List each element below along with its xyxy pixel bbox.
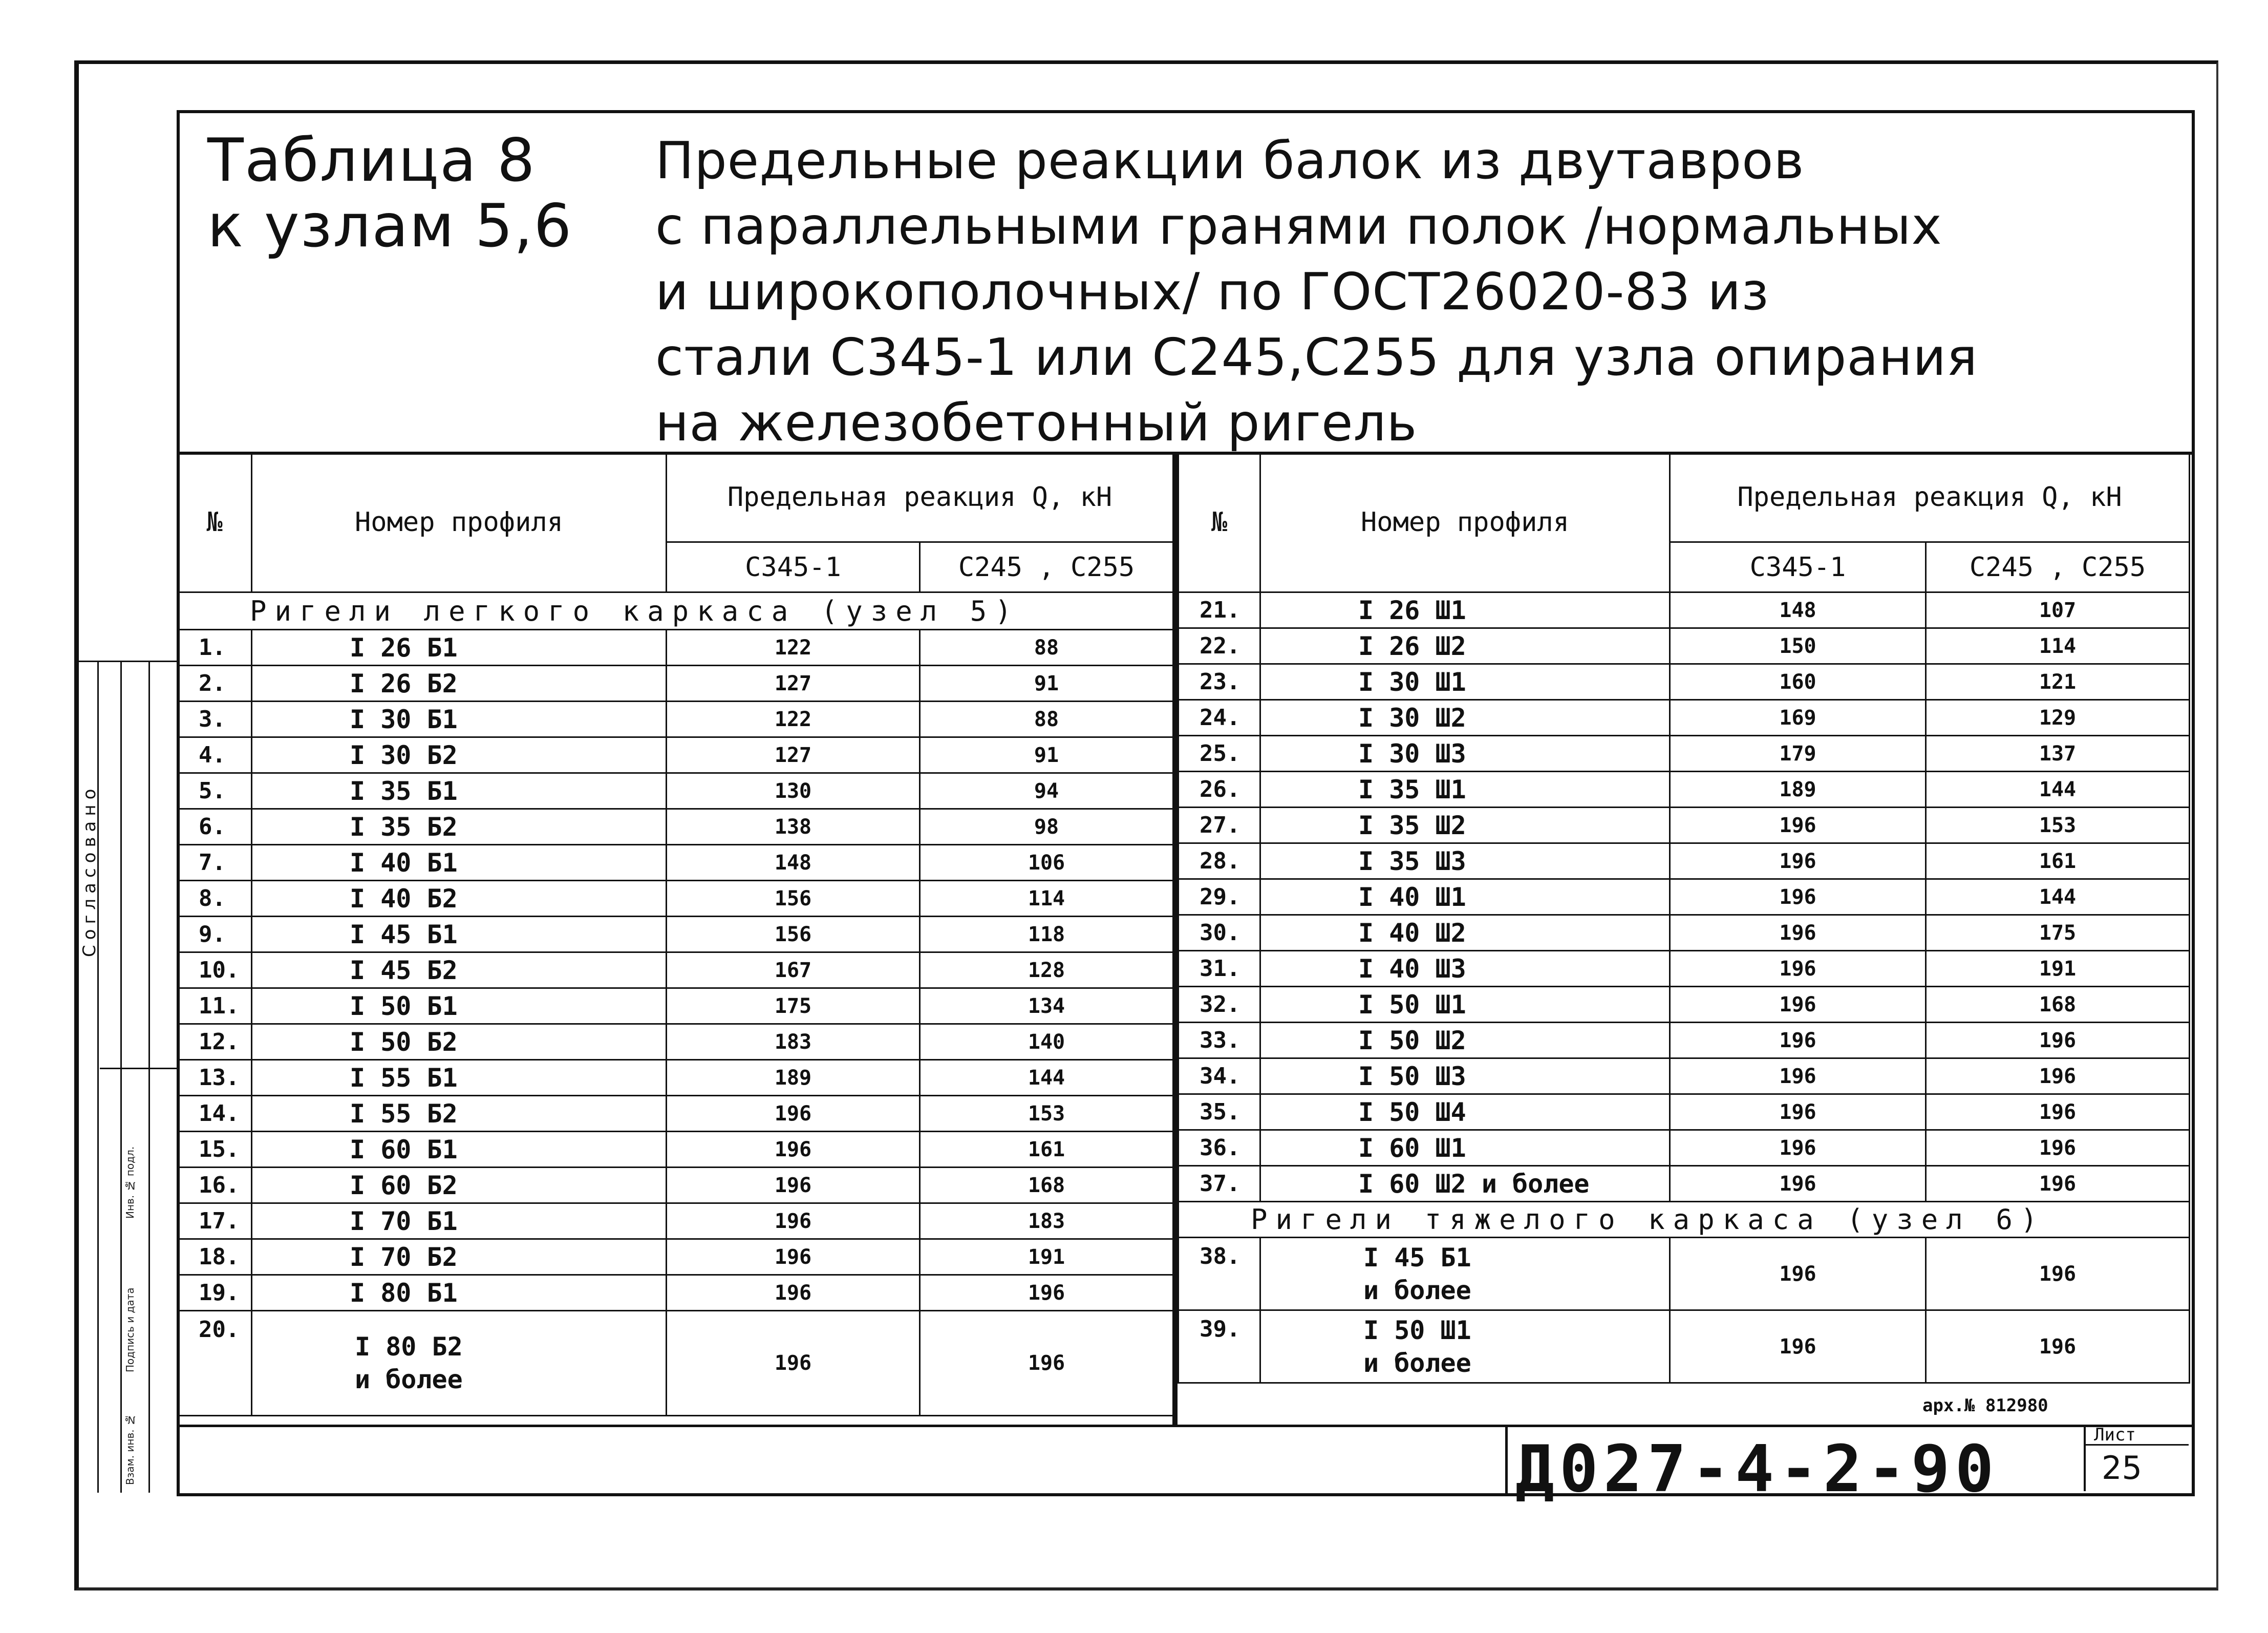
value-c245: 196 bbox=[1926, 1130, 2190, 1166]
value-c245: 161 bbox=[1926, 843, 2190, 879]
value-c345: 175 bbox=[667, 988, 920, 1024]
profile-name: I 60 Б2 bbox=[252, 1168, 667, 1203]
row-number: 3. bbox=[178, 702, 252, 737]
value-c345: 196 bbox=[1670, 1166, 1926, 1202]
profile-cell bbox=[252, 1311, 667, 1416]
archive-number: арх.№ 812980 bbox=[1922, 1395, 2048, 1416]
row-number: 19. bbox=[178, 1275, 252, 1311]
table-row bbox=[1179, 1094, 2190, 1130]
value-c345: 196 bbox=[1670, 808, 1926, 843]
profile-suffix: и более bbox=[355, 1365, 463, 1394]
table-row bbox=[178, 917, 1173, 952]
value-c345: 196 bbox=[667, 1168, 920, 1203]
profile-name: I 50 Ш1 bbox=[1260, 987, 1670, 1023]
value-c245: 183 bbox=[920, 1203, 1173, 1239]
table-title-line-1: Таблица 8 bbox=[207, 126, 536, 195]
row-number: 27. bbox=[1179, 808, 1260, 843]
profile-cell bbox=[1260, 1310, 1670, 1383]
row-number: 4. bbox=[178, 737, 252, 773]
section-light-frame: Ригели легкого каркаса (узел 5) bbox=[178, 592, 1173, 630]
col-header-c245: С245 , С255 bbox=[1926, 542, 2190, 592]
table-row bbox=[1179, 987, 2190, 1023]
profile-name: I 70 Б2 bbox=[252, 1239, 667, 1275]
value-c245: 161 bbox=[920, 1132, 1173, 1168]
table-row bbox=[178, 1060, 1173, 1096]
value-c245: 196 bbox=[1926, 1166, 2190, 1202]
table-row bbox=[178, 1168, 1173, 1203]
row-number: 31. bbox=[1179, 951, 1260, 987]
row-number: 32. bbox=[1179, 987, 1260, 1023]
value-c245: 114 bbox=[1926, 628, 2190, 664]
profile-suffix: и более bbox=[1363, 1275, 1471, 1305]
profile-name: I 35 Б2 bbox=[252, 809, 667, 845]
value-c245: 191 bbox=[1926, 951, 2190, 987]
profile-name: I 35 Ш2 bbox=[1260, 808, 1670, 843]
col-header-reaction: Предельная реакция Q, кН bbox=[1670, 453, 2190, 542]
value-c245: 128 bbox=[920, 952, 1173, 988]
profile-name: I 30 Б2 bbox=[252, 737, 667, 773]
profile-name: I 30 Ш1 bbox=[1260, 664, 1670, 700]
value-c345: 169 bbox=[1670, 700, 1926, 736]
col-header-c245: С245 , С255 bbox=[920, 542, 1173, 592]
row-number: 23. bbox=[1179, 664, 1260, 700]
value-c245: 153 bbox=[1926, 808, 2190, 843]
row-number: 16. bbox=[178, 1168, 252, 1203]
strip-mid-line bbox=[100, 1068, 177, 1069]
value-c345: 196 bbox=[1670, 915, 1926, 951]
row-number: 5. bbox=[178, 773, 252, 809]
row-number: 11. bbox=[178, 988, 252, 1024]
strip-top-line bbox=[77, 661, 177, 662]
value-c345: 196 bbox=[667, 1132, 920, 1168]
row-number: 1. bbox=[178, 630, 252, 666]
table-row bbox=[178, 988, 1173, 1024]
table-row bbox=[178, 1096, 1173, 1132]
row-number: 34. bbox=[1179, 1058, 1260, 1094]
table-row bbox=[178, 1024, 1173, 1060]
table-row bbox=[178, 630, 1173, 666]
row-number: 30. bbox=[1179, 915, 1260, 951]
heading-line-3: и широкополочных/ по ГОСТ26020-83 из bbox=[655, 262, 1769, 322]
sheet-box-divider bbox=[2084, 1444, 2189, 1446]
reaction-table-left bbox=[177, 452, 1174, 1416]
value-c345: 160 bbox=[1670, 664, 1926, 700]
value-c345: 196 bbox=[1670, 1058, 1926, 1094]
profile-name: I 26 Ш2 bbox=[1260, 628, 1670, 664]
row-number: 20. bbox=[178, 1311, 252, 1416]
profile-name: I 30 Ш2 bbox=[1260, 700, 1670, 736]
col-header-profile: Номер профиля bbox=[252, 453, 667, 592]
row-number: 8. bbox=[178, 881, 252, 917]
heading-line-1: Предельные реакции балок из двутавров bbox=[655, 131, 1805, 190]
value-c345: 196 bbox=[1670, 1130, 1926, 1166]
profile-suffix: и более bbox=[1363, 1348, 1471, 1378]
value-c345: 156 bbox=[667, 881, 920, 917]
value-c345: 196 bbox=[1670, 1238, 1926, 1310]
table-row bbox=[1179, 1310, 2190, 1383]
value-c245: 140 bbox=[920, 1024, 1173, 1060]
table-center-divider bbox=[1172, 452, 1178, 1425]
value-c345: 183 bbox=[667, 1024, 920, 1060]
value-c245: 121 bbox=[1926, 664, 2190, 700]
profile-name: I 50 Ш2 bbox=[1260, 1023, 1670, 1058]
value-c345: 148 bbox=[667, 845, 920, 881]
table-row bbox=[1179, 1238, 2190, 1310]
value-c345: 148 bbox=[1670, 592, 1926, 628]
row-number: 38. bbox=[1179, 1238, 1260, 1310]
row-number: 21. bbox=[1179, 592, 1260, 628]
heading-line-5: на железобетонный ригель bbox=[655, 393, 1418, 453]
table-title-line-2: к узлам 5,6 bbox=[207, 192, 573, 261]
heading-line-2: с параллельными гранями полок /нормальных bbox=[655, 196, 1942, 256]
table-row bbox=[178, 1275, 1173, 1311]
table-row bbox=[1179, 664, 2190, 700]
value-c245: 88 bbox=[920, 702, 1173, 737]
value-c345: 196 bbox=[667, 1096, 920, 1132]
sheet-label: Лист bbox=[2094, 1425, 2136, 1445]
profile-name: I 40 Ш2 bbox=[1260, 915, 1670, 951]
row-number: 29. bbox=[1179, 879, 1260, 915]
profile-name: I 40 Б1 bbox=[252, 845, 667, 881]
reaction-table-right bbox=[1178, 452, 2190, 1384]
table-row bbox=[178, 702, 1173, 737]
table-row bbox=[178, 881, 1173, 917]
table-row bbox=[178, 737, 1173, 773]
table-title-label bbox=[207, 128, 572, 259]
row-number: 37. bbox=[1179, 1166, 1260, 1202]
table-row bbox=[178, 1132, 1173, 1168]
col-header-reaction: Предельная реакция Q, кН bbox=[667, 453, 1173, 542]
value-c345: 196 bbox=[1670, 1094, 1926, 1130]
row-number: 26. bbox=[1179, 772, 1260, 808]
col-header-c345: С345-1 bbox=[1670, 542, 1926, 592]
value-c245: 137 bbox=[1926, 736, 2190, 772]
value-c345: 122 bbox=[667, 630, 920, 666]
value-c345: 196 bbox=[1670, 1023, 1926, 1058]
value-c245: 134 bbox=[920, 988, 1173, 1024]
table-row bbox=[1179, 1023, 2190, 1058]
row-number: 9. bbox=[178, 917, 252, 952]
value-c245: 168 bbox=[1926, 987, 2190, 1023]
profile-name: I 55 Б2 bbox=[252, 1096, 667, 1132]
value-c245: 196 bbox=[1926, 1058, 2190, 1094]
col-header-profile: Номер профиля bbox=[1260, 453, 1670, 592]
col-header-c345: С345-1 bbox=[667, 542, 920, 592]
value-c245: 114 bbox=[920, 881, 1173, 917]
profile-name: I 60 Ш1 bbox=[1260, 1130, 1670, 1166]
value-c345: 189 bbox=[667, 1060, 920, 1096]
value-c245: 196 bbox=[1926, 1094, 2190, 1130]
col-header-num: № bbox=[1179, 453, 1260, 592]
profile-name: I 40 Б2 bbox=[252, 881, 667, 917]
table-row bbox=[1179, 843, 2190, 879]
row-number: 18. bbox=[178, 1239, 252, 1275]
profile-name: I 35 Б1 bbox=[252, 773, 667, 809]
agreed-stamp-label: Согласовано bbox=[79, 783, 100, 958]
value-c245: 91 bbox=[920, 666, 1173, 702]
profile-name: I 60 Ш2 и более bbox=[1260, 1166, 1670, 1202]
profile-name: I 80 Б1 bbox=[252, 1275, 667, 1311]
value-c345: 179 bbox=[1670, 736, 1926, 772]
table-row bbox=[178, 845, 1173, 881]
row-number: 12. bbox=[178, 1024, 252, 1060]
profile-name: I 50 Ш3 bbox=[1260, 1058, 1670, 1094]
table-row bbox=[178, 952, 1173, 988]
value-c245: 196 bbox=[1926, 1310, 2190, 1383]
value-c345: 196 bbox=[1670, 987, 1926, 1023]
profile-name: I 30 Ш3 bbox=[1260, 736, 1670, 772]
profile-name: I 80 Б2 bbox=[355, 1332, 463, 1362]
table-row bbox=[1179, 879, 2190, 915]
table-row bbox=[1179, 772, 2190, 808]
value-c345: 150 bbox=[1670, 628, 1926, 664]
value-c245: 144 bbox=[1926, 879, 2190, 915]
table-row bbox=[1179, 1058, 2190, 1094]
table-row bbox=[1179, 915, 2190, 951]
value-c245: 88 bbox=[920, 630, 1173, 666]
value-c345: 196 bbox=[667, 1203, 920, 1239]
heading-line-4: стали С345-1 или С245,С255 для узла опирания bbox=[655, 327, 1978, 387]
profile-name: I 35 Ш3 bbox=[1260, 843, 1670, 879]
table-heading bbox=[655, 128, 2181, 456]
value-c245: 196 bbox=[1926, 1238, 2190, 1310]
strip-divider bbox=[148, 661, 150, 1493]
table-row bbox=[1179, 700, 2190, 736]
profile-name: I 45 Б1 bbox=[1363, 1242, 1471, 1273]
row-number: 39. bbox=[1179, 1310, 1260, 1383]
stamp-label-sign: Подпись и дата bbox=[124, 1287, 136, 1372]
row-number: 22. bbox=[1179, 628, 1260, 664]
row-number: 6. bbox=[178, 809, 252, 845]
row-number: 25. bbox=[1179, 736, 1260, 772]
value-c245: 153 bbox=[920, 1096, 1173, 1132]
value-c245: 98 bbox=[920, 809, 1173, 845]
value-c245: 196 bbox=[1926, 1023, 2190, 1058]
profile-name: I 50 Б2 bbox=[252, 1024, 667, 1060]
table-row bbox=[178, 666, 1173, 702]
value-c345: 196 bbox=[667, 1275, 920, 1311]
value-c345: 127 bbox=[667, 737, 920, 773]
profile-name: I 50 Ш4 bbox=[1260, 1094, 1670, 1130]
row-number: 10. bbox=[178, 952, 252, 988]
value-c245: 106 bbox=[920, 845, 1173, 881]
value-c345: 122 bbox=[667, 702, 920, 737]
profile-name: I 45 Б1 bbox=[252, 917, 667, 952]
row-number: 17. bbox=[178, 1203, 252, 1239]
value-c245: 168 bbox=[920, 1168, 1173, 1203]
value-c345: 196 bbox=[1670, 843, 1926, 879]
sheet-number: 25 bbox=[2102, 1449, 2142, 1487]
strip-divider bbox=[120, 661, 122, 1493]
value-c345: 196 bbox=[1670, 951, 1926, 987]
value-c345: 196 bbox=[1670, 879, 1926, 915]
row-number: 28. bbox=[1179, 843, 1260, 879]
value-c345: 196 bbox=[667, 1239, 920, 1275]
value-c345: 130 bbox=[667, 773, 920, 809]
row-number: 24. bbox=[1179, 700, 1260, 736]
value-c245: 196 bbox=[920, 1275, 1173, 1311]
row-number: 7. bbox=[178, 845, 252, 881]
row-number: 15. bbox=[178, 1132, 252, 1168]
value-c345: 196 bbox=[667, 1311, 920, 1416]
value-c245: 196 bbox=[920, 1311, 1173, 1416]
value-c245: 94 bbox=[920, 773, 1173, 809]
profile-name: I 26 Б1 bbox=[252, 630, 667, 666]
value-c245: 144 bbox=[1926, 772, 2190, 808]
profile-cell bbox=[1260, 1238, 1670, 1310]
profile-name: I 40 Ш3 bbox=[1260, 951, 1670, 987]
profile-name: I 45 Б2 bbox=[252, 952, 667, 988]
profile-name: I 50 Б1 bbox=[252, 988, 667, 1024]
profile-name: I 70 Б1 bbox=[252, 1203, 667, 1239]
profile-name: I 35 Ш1 bbox=[1260, 772, 1670, 808]
profile-name: I 55 Б1 bbox=[252, 1060, 667, 1096]
value-c245: 144 bbox=[920, 1060, 1173, 1096]
stamp-label-inv: Инв. № подл. bbox=[124, 1146, 136, 1219]
profile-name: I 60 Б1 bbox=[252, 1132, 667, 1168]
row-number: 35. bbox=[1179, 1094, 1260, 1130]
table-row bbox=[1179, 1166, 2190, 1202]
col-header-num: № bbox=[178, 453, 252, 592]
table-row bbox=[1179, 1130, 2190, 1166]
table-row bbox=[178, 1203, 1173, 1239]
value-c345: 138 bbox=[667, 809, 920, 845]
value-c245: 118 bbox=[920, 917, 1173, 952]
table-row bbox=[1179, 951, 2190, 987]
table-row bbox=[1179, 592, 2190, 628]
profile-name: I 40 Ш1 bbox=[1260, 879, 1670, 915]
profile-name: I 30 Б1 bbox=[252, 702, 667, 737]
value-c345: 196 bbox=[1670, 1310, 1926, 1383]
row-number: 33. bbox=[1179, 1023, 1260, 1058]
table-row bbox=[1179, 628, 2190, 664]
row-number: 14. bbox=[178, 1096, 252, 1132]
profile-name: I 26 Б2 bbox=[252, 666, 667, 702]
value-c245: 107 bbox=[1926, 592, 2190, 628]
value-c345: 127 bbox=[667, 666, 920, 702]
row-number: 36. bbox=[1179, 1130, 1260, 1166]
document-code: Д027-4-2-90 bbox=[1515, 1431, 1999, 1507]
value-c345: 156 bbox=[667, 917, 920, 952]
row-number: 13. bbox=[178, 1060, 252, 1096]
table-row bbox=[178, 809, 1173, 845]
profile-name: I 26 Ш1 bbox=[1260, 592, 1670, 628]
table-row bbox=[1179, 808, 2190, 843]
value-c245: 175 bbox=[1926, 915, 2190, 951]
section-heavy-frame: Ригели тяжелого каркаса (узел 6) bbox=[1179, 1202, 2190, 1238]
value-c345: 189 bbox=[1670, 772, 1926, 808]
table-row bbox=[1179, 736, 2190, 772]
row-number: 2. bbox=[178, 666, 252, 702]
profile-name: I 50 Ш1 bbox=[1363, 1315, 1471, 1345]
stamp-label-replace: Взам. инв. № bbox=[124, 1414, 136, 1485]
value-c245: 91 bbox=[920, 737, 1173, 773]
value-c245: 129 bbox=[1926, 700, 2190, 736]
value-c245: 191 bbox=[920, 1239, 1173, 1275]
table-row bbox=[178, 1239, 1173, 1275]
table-row bbox=[178, 773, 1173, 809]
value-c345: 167 bbox=[667, 952, 920, 988]
